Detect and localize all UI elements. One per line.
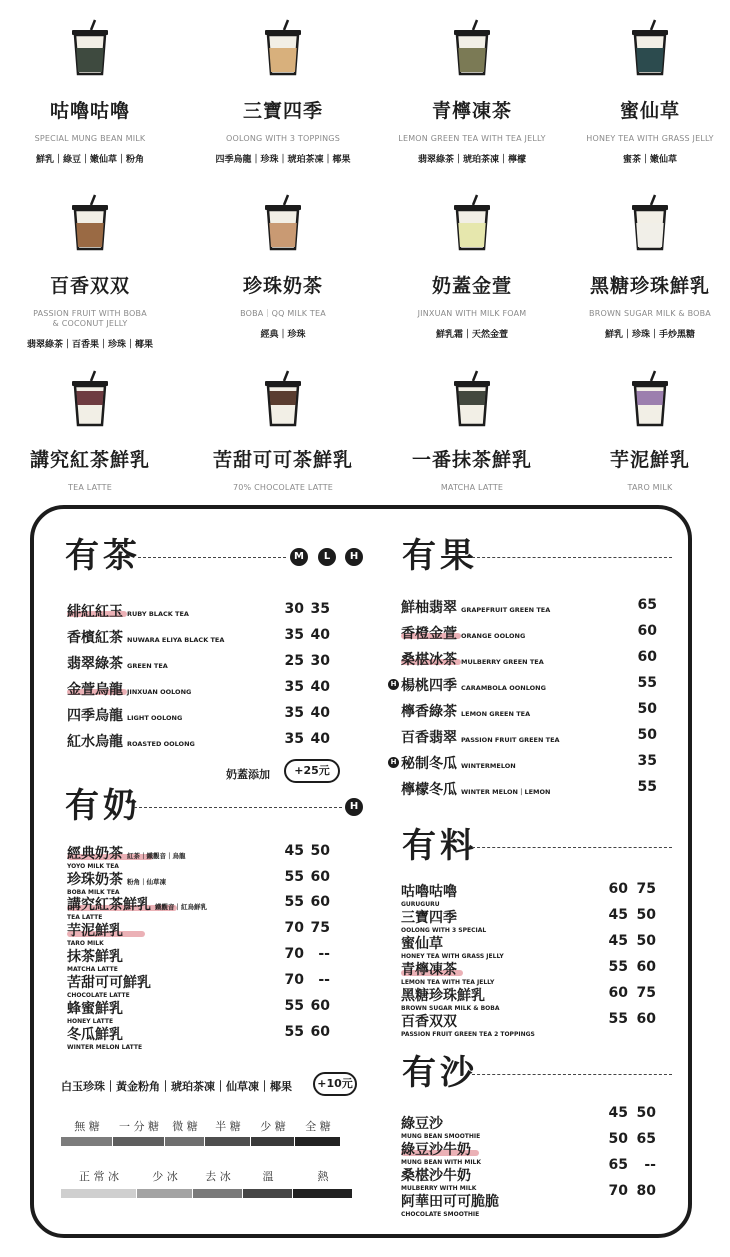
milk-item xyxy=(67,972,151,999)
brown-sugar-cup-icon xyxy=(628,193,672,251)
featured-drink-ingredients: 鮮乳｜珍珠｜手炒黑糖 xyxy=(604,330,695,340)
signature-item xyxy=(401,881,457,908)
section-title-tea-divider xyxy=(138,557,286,558)
tea-item-english: RUBY BLACK TEA xyxy=(127,610,189,618)
smoothie-item-english: CHOCOLATE SMOOTHIE xyxy=(401,1211,480,1218)
section-title-toppings-divider xyxy=(472,847,672,848)
hot-available-badge: H xyxy=(388,757,399,768)
featured-drink-name: 苦甜可可茶鮮乳 xyxy=(212,449,353,471)
price: 40 xyxy=(310,705,330,721)
milk-item-name: 苦甜可可鮮乳 xyxy=(67,975,151,991)
taro-milk-cup-icon xyxy=(628,369,672,427)
milk-item-options: 粉角｜仙草凍 xyxy=(127,878,166,886)
toppings-price: +10元 xyxy=(313,1072,357,1096)
fruit-item xyxy=(401,649,544,669)
section-title-smoothie: 有沙 xyxy=(402,1053,478,1093)
featured-drink-name: 黑糖珍珠鮮乳 xyxy=(589,275,710,297)
price: 60 xyxy=(637,623,657,639)
price: -- xyxy=(318,946,330,962)
price: 30 xyxy=(310,653,330,669)
price: 60 xyxy=(310,998,330,1014)
milk-item xyxy=(67,843,186,870)
milk-item-name: 珍珠奶茶 xyxy=(67,872,123,888)
price: 50 xyxy=(637,727,657,743)
featured-drink-name: 奶蓋金萱 xyxy=(431,275,512,297)
milk-foam-addon-label: 奶蓋添加 xyxy=(226,768,270,781)
smoothie-item-english: MUNG BEAN SMOOTHIE xyxy=(401,1133,481,1140)
milk-item-english: YOYO MILK TEA xyxy=(67,863,119,870)
fruit-item xyxy=(401,779,550,799)
featured-drink-name: 珍珠奶茶 xyxy=(242,275,323,297)
smoothie-item-english: MULBERRY WITH MILK xyxy=(401,1185,477,1192)
fruit-item-name: 百香翡翠 xyxy=(401,730,457,746)
section-title-tea: 有茶 xyxy=(65,536,141,576)
ice-level-option: 溫 xyxy=(262,1170,274,1183)
milk-item xyxy=(67,946,123,973)
tea-item xyxy=(67,653,168,673)
ice-level-option: 去 冰 xyxy=(205,1170,231,1183)
price: 35 xyxy=(310,601,330,617)
fruit-item-english: GRAPEFRUIT GREEN TEA xyxy=(461,606,551,614)
sugar-level-option: 一 分 糖 xyxy=(119,1120,159,1133)
ice-level-option: 少 冰 xyxy=(152,1170,178,1183)
fruit-item xyxy=(401,623,525,643)
sugar-level-segment xyxy=(295,1137,340,1146)
fruit-item xyxy=(401,597,550,617)
price: 55 xyxy=(284,869,304,885)
price: 60 xyxy=(636,959,656,975)
featured-drink xyxy=(188,193,378,340)
price: 60 xyxy=(636,1011,656,1027)
fruit-item xyxy=(401,727,560,747)
hot-available-badge: H xyxy=(388,679,399,690)
price: 55 xyxy=(637,779,657,795)
fruit-item-english: WINTER MELON｜LEMON xyxy=(461,788,551,796)
price: 60 xyxy=(310,894,330,910)
lemon-tea-cup-icon xyxy=(450,18,494,76)
price: 55 xyxy=(284,1024,304,1040)
featured-drink-name: 青檸凍茶 xyxy=(431,100,512,122)
signature-item xyxy=(401,959,494,986)
featured-drink xyxy=(377,369,567,493)
ice-level-labels xyxy=(61,1168,353,1184)
price: -- xyxy=(644,1157,656,1173)
fruit-item xyxy=(401,675,546,695)
milk-item xyxy=(67,869,166,896)
price: 30 xyxy=(284,601,304,617)
price: 40 xyxy=(310,731,330,747)
price: 50 xyxy=(636,933,656,949)
price: 75 xyxy=(636,881,656,897)
chocolate-latte-cup-icon xyxy=(261,369,305,427)
section-title-smoothie-divider xyxy=(472,1074,672,1075)
milk-item-english: CHOCOLATE LATTE xyxy=(67,992,130,999)
smoothie-item xyxy=(401,1139,481,1166)
sugar-level-option: 無 糖 xyxy=(74,1120,100,1133)
price: 50 xyxy=(636,1105,656,1121)
milk-item-english: BOBA MILK TEA xyxy=(67,889,120,896)
fruit-item-name: 秘制冬瓜 xyxy=(401,756,457,772)
signature-item-english: BROWN SUGAR MILK & BOBA xyxy=(401,1005,500,1012)
featured-drink-ingredients: 蜜茶｜嫩仙草 xyxy=(622,155,677,165)
signature-item-name: 咕嚕咕嚕 xyxy=(401,884,457,900)
featured-drink xyxy=(0,18,185,165)
price: 35 xyxy=(284,705,304,721)
smoothie-item-name: 綠豆沙牛奶 xyxy=(401,1142,471,1158)
price: 75 xyxy=(310,920,330,936)
matcha-latte-cup-icon xyxy=(450,369,494,427)
tea-item-english: LIGHT OOLONG xyxy=(127,714,183,722)
featured-drink-ingredients: 翡翠綠茶｜百香果｜珍珠｜椰果 xyxy=(26,340,153,350)
fruit-item-name: 桑椹冰茶 xyxy=(401,652,457,668)
featured-drink-english: MATCHA LATTE xyxy=(440,483,504,492)
price: 50 xyxy=(310,843,330,859)
price: 65 xyxy=(608,1157,628,1173)
grass-jelly-cup-icon xyxy=(628,18,672,76)
sugar-level-segment xyxy=(251,1137,294,1146)
price: 45 xyxy=(284,843,304,859)
milk-item-name: 講究紅茶鮮乳 xyxy=(67,897,151,913)
featured-drink-english: 70% CHOCOLATE LATTE xyxy=(232,483,334,492)
price: 60 xyxy=(310,1024,330,1040)
price: 40 xyxy=(310,679,330,695)
featured-drink-name: 蜜仙草 xyxy=(619,100,680,122)
milk-item-options: 鐵觀音｜紅烏鮮乳 xyxy=(155,903,207,911)
smoothie-item-name: 綠豆沙 xyxy=(401,1116,443,1132)
signature-item-english: OOLONG WITH 3 SPECIAL xyxy=(401,927,487,934)
signature-item-english: PASSION FRUIT GREEN TEA 2 TOPPINGS xyxy=(401,1031,535,1038)
fruit-item-name: 檸香綠茶 xyxy=(401,704,457,720)
ice-level-segment xyxy=(243,1189,292,1198)
size-badge: L xyxy=(318,548,336,566)
milk-item-english: HONEY LATTE xyxy=(67,1018,114,1025)
featured-drink-ingredients: 鮮乳｜綠豆｜嫩仙草｜粉角 xyxy=(35,155,144,165)
section-title-fruit: 有果 xyxy=(402,536,478,576)
milk-item-options: 紅茶｜鐵觀音｜烏龍 xyxy=(127,852,186,860)
featured-drink-english: PASSION FRUIT WITH BOBA & COCONUT JELLY xyxy=(33,309,147,328)
fruit-item-english: WINTERMELON xyxy=(461,762,516,770)
tea-item xyxy=(67,731,195,751)
featured-drink xyxy=(0,369,185,493)
milk-item-english: TEA LATTE xyxy=(67,914,103,921)
featured-drink-english: BOBA｜QQ MILK TEA xyxy=(240,309,326,318)
featured-drink xyxy=(377,18,567,165)
price: 50 xyxy=(636,907,656,923)
price: 50 xyxy=(637,701,657,717)
price: 55 xyxy=(608,959,628,975)
price: 65 xyxy=(637,597,657,613)
milk-item-english: TARO MILK xyxy=(67,940,104,947)
price: 35 xyxy=(637,753,657,769)
ice-level-segment xyxy=(137,1189,192,1198)
smoothie-item xyxy=(401,1113,480,1140)
tea-latte-cup-icon xyxy=(68,369,112,427)
milk-item-name: 芋泥鮮乳 xyxy=(67,923,123,939)
tea-item-name: 香檳紅茶 xyxy=(67,630,123,646)
price: 70 xyxy=(284,920,304,936)
featured-drink xyxy=(377,193,567,340)
fruit-item-english: CARAMBOLA OONLONG xyxy=(461,684,546,692)
price: 25 xyxy=(284,653,304,669)
signature-item xyxy=(401,985,499,1012)
fruit-item xyxy=(401,753,516,773)
fruit-item-name: 楊桃四季 xyxy=(401,678,457,694)
featured-drink-english: LEMON GREEN TEA WITH TEA JELLY xyxy=(398,134,546,143)
sugar-level-segment xyxy=(61,1137,112,1146)
ice-level-option: 正 常 冰 xyxy=(79,1170,119,1183)
toppings-list: 白玉珍珠｜黃金粉角｜琥珀茶凍｜仙草凍｜椰果 xyxy=(61,1080,292,1093)
milk-item xyxy=(67,1024,142,1051)
tea-item xyxy=(67,705,182,725)
section-title-milk: 有奶 xyxy=(65,786,141,826)
milk-item-name: 抹茶鮮乳 xyxy=(67,949,123,965)
featured-drink-ingredients: 四季烏龍｜珍珠｜琥珀茶凍｜椰果 xyxy=(215,155,351,165)
featured-drink-english: HONEY TEA WITH GRASS JELLY xyxy=(586,134,714,143)
featured-drink xyxy=(0,193,185,350)
price: 45 xyxy=(608,907,628,923)
featured-drink-english: TARO MILK xyxy=(627,483,673,492)
sugar-level-segment xyxy=(165,1137,204,1146)
sugar-level-option: 微 糖 xyxy=(172,1120,198,1133)
tea-item-name: 翡翠綠茶 xyxy=(67,656,123,672)
tea-item-english: ROASTED OOLONG xyxy=(127,740,195,748)
fruit-item-english: ORANGE OOLONG xyxy=(461,632,526,640)
signature-item xyxy=(401,933,504,960)
price: 45 xyxy=(608,933,628,949)
milk-foam-cup-icon xyxy=(450,193,494,251)
signature-item-english: HONEY TEA WITH GRASS JELLY xyxy=(401,953,504,960)
sugar-level-segment xyxy=(113,1137,164,1146)
featured-drink-english: BROWN SUGAR MILK & BOBA xyxy=(589,309,711,318)
size-badge: H xyxy=(345,548,363,566)
smoothie-item xyxy=(401,1191,499,1218)
signature-item-name: 蜜仙草 xyxy=(401,936,443,952)
signature-item xyxy=(401,1011,535,1038)
featured-drink-english: SPECIAL MUNG BEAN MILK xyxy=(34,134,146,143)
price: 55 xyxy=(284,894,304,910)
tea-item-english: NUWARA ELIYA BLACK TEA xyxy=(127,636,225,644)
fruit-item-name: 鮮柚翡翠 xyxy=(401,600,457,616)
ice-level-segment xyxy=(61,1189,136,1198)
fruit-item-english: PASSION FRUIT GREEN TEA xyxy=(461,736,560,744)
featured-drink-name: 三寶四季 xyxy=(242,100,323,122)
featured-drink-english: TEA LATTE xyxy=(68,483,112,492)
size-badge: M xyxy=(290,548,308,566)
milk-item-name: 蜂蜜鮮乳 xyxy=(67,1001,123,1017)
milk-item xyxy=(67,920,123,947)
featured-drink xyxy=(188,369,378,493)
featured-drink-name: 講究紅茶鮮乳 xyxy=(29,449,150,471)
milk-item xyxy=(67,998,123,1025)
section-title-milk-divider xyxy=(134,807,342,808)
milk-item-english: WINTER MELON LATTE xyxy=(67,1044,143,1051)
sugar-level-bar xyxy=(61,1137,341,1146)
tea-item-name: 四季烏龍 xyxy=(67,708,123,724)
fruit-item-english: LEMON GREEN TEA xyxy=(461,710,531,718)
milk-item-english: MATCHA LATTE xyxy=(67,966,118,973)
price: 70 xyxy=(608,1183,628,1199)
price: 35 xyxy=(284,679,304,695)
fruit-item-english: MULBERRY GREEN TEA xyxy=(461,658,544,666)
section-title-toppings: 有料 xyxy=(402,826,478,866)
section-title-fruit-divider xyxy=(472,557,672,558)
featured-drink xyxy=(555,193,730,340)
milk-foam-addon-price: +25元 xyxy=(284,759,340,783)
ice-level-segment xyxy=(193,1189,242,1198)
price: 65 xyxy=(636,1131,656,1147)
featured-drink xyxy=(555,18,730,165)
sugar-level-option: 少 糖 xyxy=(260,1120,286,1133)
price: 55 xyxy=(284,998,304,1014)
featured-drink xyxy=(555,369,730,493)
tea-item xyxy=(67,601,189,621)
milk-item-name: 冬瓜鮮乳 xyxy=(67,1027,123,1043)
price: 80 xyxy=(636,1183,656,1199)
price: 35 xyxy=(284,627,304,643)
fruit-item-name: 香橙金萱 xyxy=(401,626,457,642)
fruit-item-name: 檸檬冬瓜 xyxy=(401,782,457,798)
featured-drink-english: OOLONG WITH 3 TOPPINGS xyxy=(226,134,340,143)
ice-level-option: 熱 xyxy=(317,1170,329,1183)
tea-item-name: 金萱烏龍 xyxy=(67,682,123,698)
smoothie-item-name: 阿華田可可脆脆 xyxy=(401,1194,499,1210)
size-badge: H xyxy=(345,798,363,816)
signature-item-name: 三寶四季 xyxy=(401,910,457,926)
signature-item-english: GURUGURU xyxy=(401,901,440,908)
sugar-level-option: 半 糖 xyxy=(215,1120,241,1133)
price: 70 xyxy=(284,946,304,962)
featured-drink-ingredients: 經典｜珍珠 xyxy=(260,330,306,340)
price: 60 xyxy=(310,869,330,885)
featured-drink-ingredients: 鮮乳霜｜天然金萱 xyxy=(435,330,508,340)
price: 60 xyxy=(637,649,657,665)
featured-drink xyxy=(188,18,378,165)
signature-item-name: 百香双双 xyxy=(401,1014,457,1030)
ice-level-bar xyxy=(61,1189,353,1198)
price: 55 xyxy=(637,675,657,691)
price: 45 xyxy=(608,1105,628,1121)
price: 70 xyxy=(284,972,304,988)
sugar-level-segment xyxy=(205,1137,250,1146)
mung-bean-cup-icon xyxy=(68,18,112,76)
featured-drink-name: 一番抹茶鮮乳 xyxy=(411,449,532,471)
signature-item-english: LEMON TEA WITH TEA JELLY xyxy=(401,979,495,986)
featured-drink-name: 百香双双 xyxy=(49,275,130,297)
fruit-item xyxy=(401,701,530,721)
oolong-cup-icon xyxy=(261,18,305,76)
ice-level-segment xyxy=(293,1189,352,1198)
tea-item-name: 紅水烏龍 xyxy=(67,734,123,750)
featured-drink-name: 芋泥鮮乳 xyxy=(609,449,690,471)
featured-drink-ingredients: 翡翠綠茶｜琥珀茶凍｜檸檬 xyxy=(417,155,526,165)
signature-item-name: 黑糖珍珠鮮乳 xyxy=(401,988,485,1004)
featured-drink-name: 咕嚕咕嚕 xyxy=(49,100,130,122)
price: 40 xyxy=(310,627,330,643)
sugar-level-option: 全 糖 xyxy=(305,1120,331,1133)
price: 35 xyxy=(284,731,304,747)
tea-item-name: 緋紅紅玉 xyxy=(67,604,123,620)
tea-item xyxy=(67,679,191,699)
menu-board xyxy=(30,505,692,1238)
signature-item-name: 青檸凍茶 xyxy=(401,962,457,978)
sugar-level-labels xyxy=(61,1118,341,1134)
boba-milk-tea-cup-icon xyxy=(261,193,305,251)
milk-item-name: 經典奶茶 xyxy=(67,846,123,862)
featured-drink-english: JINXUAN WITH MILK FOAM xyxy=(417,309,527,318)
passion-fruit-cup-icon xyxy=(68,193,112,251)
price: 60 xyxy=(608,881,628,897)
tea-item-english: JINXUAN OOLONG xyxy=(127,688,192,696)
tea-item xyxy=(67,627,224,647)
price: 50 xyxy=(608,1131,628,1147)
price: -- xyxy=(318,972,330,988)
price: 60 xyxy=(608,985,628,1001)
smoothie-item xyxy=(401,1165,476,1192)
price: 75 xyxy=(636,985,656,1001)
price: 55 xyxy=(608,1011,628,1027)
tea-item-english: GREEN TEA xyxy=(127,662,168,670)
milk-item xyxy=(67,894,207,921)
signature-item xyxy=(401,907,486,934)
smoothie-item-name: 桑椹沙牛奶 xyxy=(401,1168,471,1184)
smoothie-item-english: MUNG BEAN WITH MILK xyxy=(401,1159,482,1166)
